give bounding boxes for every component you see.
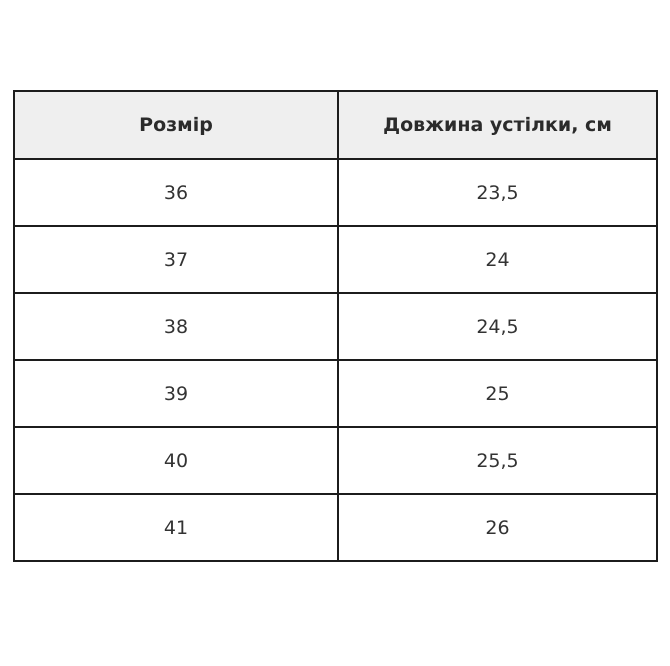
- size-table: [13, 90, 658, 562]
- cell-insole-length: 26: [338, 494, 657, 561]
- cell-insole-length: 23,5: [338, 159, 657, 226]
- table-row: [14, 494, 657, 561]
- cell-size: 36: [14, 159, 338, 226]
- cell-insole-length: 25: [338, 360, 657, 427]
- table-row: [14, 226, 657, 293]
- header-row: [14, 91, 657, 159]
- cell-insole-length: 24,5: [338, 293, 657, 360]
- size-table-container: [13, 90, 658, 562]
- cell-size: 39: [14, 360, 338, 427]
- table-row: [14, 159, 657, 226]
- table-row: [14, 360, 657, 427]
- cell-insole-length: 24: [338, 226, 657, 293]
- cell-size: 41: [14, 494, 338, 561]
- cell-size: 40: [14, 427, 338, 494]
- cell-size: 37: [14, 226, 338, 293]
- table-row: [14, 293, 657, 360]
- header-cell-insole-length: Довжина устілки, см: [338, 91, 657, 159]
- table-row: [14, 427, 657, 494]
- header-cell-size: Розмір: [14, 91, 338, 159]
- cell-insole-length: 25,5: [338, 427, 657, 494]
- size-table-body: [14, 159, 657, 561]
- size-table-header: [14, 91, 657, 159]
- cell-size: 38: [14, 293, 338, 360]
